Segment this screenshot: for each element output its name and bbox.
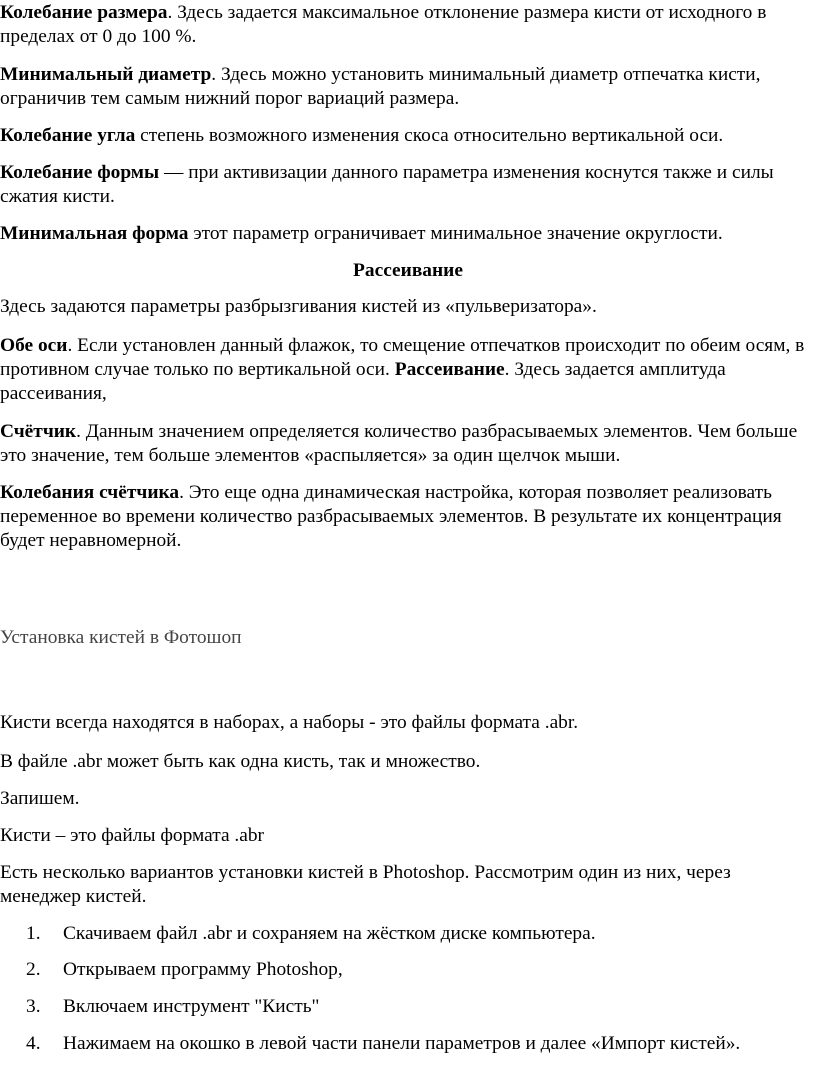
definition: . Здесь задается максимальное отклонение размера кисти от исходного в пределах от 0 до 100 %.	[0, 2, 767, 47]
definition: . Данным значением определяется количество разбрасываемых элементов. Чем больше это значение, тем больше элементов «распыляется» за один щелчок мыши.	[0, 421, 798, 466]
paragraph-min-diameter	[0, 63, 812, 111]
list-number: 3.	[26, 996, 41, 1017]
definition: . Здесь можно установить минимальный диаметр отпечатка кисти, ограничив тем самым нижний порог вариаций размера.	[0, 64, 761, 109]
paragraph-angle-jitter	[0, 124, 812, 148]
term: Рассеивание	[394, 359, 505, 380]
definition: степень возможного изменения скоса относительно вертикальной оси.	[135, 125, 724, 146]
list-number: 2.	[26, 959, 41, 980]
list-text: Скачиваем файл .abr и сохраняем на жёстком диске компьютера.	[63, 923, 596, 944]
install-paragraph: Есть несколько вариантов установки кистей в Photoshop. Рассмотрим один из них, через менеджер кистей.	[0, 862, 731, 907]
install-title: Установка кистей в Фотошоп	[0, 627, 242, 648]
install-paragraph: В файле .abr может быть как одна кисть, так и множество.	[0, 751, 481, 772]
term: Минимальная форма	[0, 223, 189, 244]
term: Минимальный диаметр	[0, 64, 212, 85]
paragraph-min-roundness	[0, 222, 812, 246]
definition: — при активизации данного параметра изменения коснутся также и силы сжатия кисти.	[0, 162, 774, 207]
install-paragraph: Запишем.	[0, 788, 80, 809]
paragraph-size-jitter	[0, 1, 812, 49]
paragraph-both-axes	[0, 334, 812, 406]
term: Обе оси	[0, 335, 68, 356]
term: Колебания счётчика	[0, 482, 180, 503]
list-number: 1.	[26, 923, 41, 944]
definition: этот параметр ограничивает минимальное значение округлости.	[188, 223, 723, 244]
term: Колебание формы	[0, 162, 160, 183]
term: Счётчик	[0, 421, 77, 442]
term: Колебание размера	[0, 2, 168, 23]
install-paragraph: Кисти всегда находятся в наборах, а наборы - это файлы формата .abr.	[0, 712, 579, 733]
definition: . Здесь задается амплитуда рассеивания,	[0, 359, 726, 404]
list-text: Включаем инструмент "Кисть"	[63, 996, 320, 1017]
list-text: Нажимаем на окошко в левой части панели параметров и далее «Импорт кистей».	[63, 1033, 741, 1054]
paragraph-scatter-intro: Здесь задаются параметры разбрызгивания кистей из «пульверизатора».	[0, 296, 597, 317]
definition: . Если установлен данный флажок, то смещение отпечатков происходит по обеим осям, в противном случае только по вертикальной оси.	[0, 335, 805, 380]
section-heading: Рассеивание	[353, 260, 463, 281]
definition: . Это еще одна динамическая настройка, которая позволяет реализовать переменное во времени количество разбрасываемых элементов. В результате их концентрация будет неравномерной.	[0, 482, 782, 551]
paragraph-counter	[0, 420, 812, 468]
install-paragraph: Кисти – это файлы формата .abr	[0, 825, 265, 846]
paragraph-counter-jitter	[0, 481, 812, 553]
term: Колебание угла	[0, 125, 136, 146]
list-text: Открываем программу Photoshop,	[63, 959, 343, 980]
list-number: 4.	[26, 1033, 41, 1054]
paragraph-roundness-jitter	[0, 161, 812, 209]
